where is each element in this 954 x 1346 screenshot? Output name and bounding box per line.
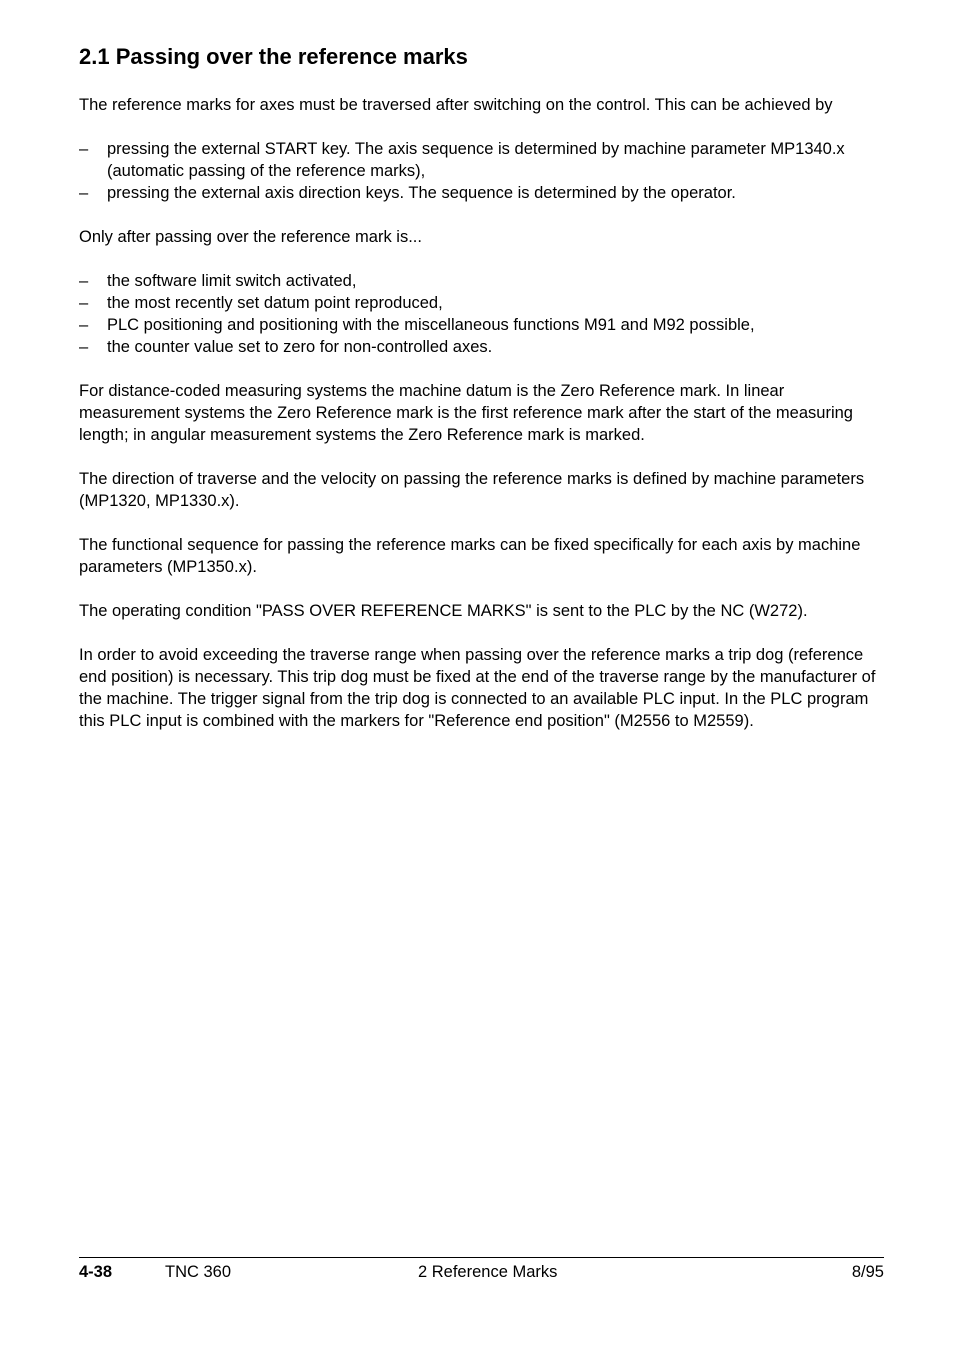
section-heading: 2.1 Passing over the reference marks: [79, 44, 468, 69]
dash-bullet: –: [79, 294, 89, 312]
distance-coded-paragraph: For distance-coded measuring systems the machine datum is the Zero Reference mark. In linear measurement systems the Zero Reference mark is the first reference mark after the start of the measuring length; in angular measurement systems the Zero Reference mark is marked.: [79, 382, 853, 444]
intro-paragraph: The reference marks for axes must be traversed after switching on the control. This can be achieved by: [79, 96, 833, 114]
footer-divider: [79, 1257, 884, 1258]
functional-sequence-paragraph: The functional sequence for passing the reference marks can be fixed specifically for each axis by machine parameters (MP1350.x).: [79, 536, 861, 576]
trip-dog-paragraph: In order to avoid exceeding the traverse range when passing over the reference marks a trip dog (reference end position) is necessary. This trip dog must be fixed at the end of the traverse range by the manufacturer of the machine. The trigger signal from the trip dog is connected to an available PLC input. In the PLC program this PLC input is combined with the markers for "Reference end position" (M2556 to M2559).: [79, 646, 876, 730]
list-item: [79, 336, 889, 358]
page-number: 4-38: [79, 1263, 113, 1281]
list-item: [79, 138, 889, 182]
list-item: [79, 314, 889, 336]
direction-paragraph: The direction of traverse and the velocity on passing the reference marks is defined by machine parameters (MP1320, MP1330.x).: [79, 470, 865, 510]
list-item-text: pressing the external axis direction keys. The sequence is determined by the operator.: [107, 184, 736, 202]
effects-list: [79, 270, 889, 358]
list-item-text: pressing the external START key. The axis sequence is determined by machine parameter MP1340.x (automatic passing of the reference marks),: [107, 140, 845, 180]
footer-section: 2 Reference Marks: [418, 1263, 558, 1281]
start-methods-list: [79, 138, 889, 204]
dash-bullet: –: [79, 184, 89, 202]
list-item: [79, 270, 889, 292]
footer-model: TNC 360: [165, 1263, 232, 1281]
list-item-text: the most recently set datum point reproduced,: [107, 294, 443, 312]
dash-bullet: –: [79, 272, 89, 290]
operating-condition-paragraph: The operating condition "PASS OVER REFERENCE MARKS" is sent to the PLC by the NC (W272).: [79, 602, 808, 620]
list-item-text: PLC positioning and positioning with the miscellaneous functions M91 and M92 possible,: [107, 316, 755, 334]
footer-date: 8/95: [851, 1263, 884, 1281]
list-item-text: the counter value set to zero for non-controlled axes.: [107, 338, 493, 356]
body-text: [79, 94, 889, 754]
dash-bullet: –: [79, 140, 89, 158]
dash-bullet: –: [79, 316, 89, 334]
list-item: [79, 292, 889, 314]
dash-bullet: –: [79, 338, 89, 356]
list-item: [79, 182, 889, 204]
list-item-text: the software limit switch activated,: [107, 272, 357, 290]
only-after-paragraph: Only after passing over the reference mark is...: [79, 228, 422, 246]
